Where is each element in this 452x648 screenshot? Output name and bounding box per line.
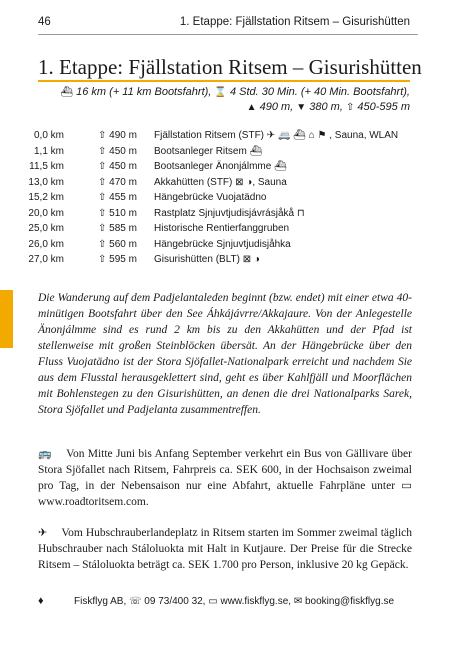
boat-icon: ⛴ [60,87,74,98]
route-altitude-value: 450 m [109,145,137,157]
route-row [28,237,410,253]
route-km: 20,0 km [28,207,64,219]
stats-ascent: 490 m, [259,101,294,113]
stats-distance: 16 km (+ 11 km Bootsfahrt), [76,86,212,98]
helicopter-icon: ✈ [38,527,48,539]
contact-text: Fiskflyg AB, ☏ 09 73/400 32, ▭ www.fiskflyg.se, ✉ booking@fiskflyg.se [74,596,395,607]
route-km: 15,2 km [28,192,64,203]
route-place: Historische Rentierfanggruben [154,223,290,234]
route-table [28,128,410,268]
route-altitude-value: 455 m [109,192,137,203]
altitude-icon: ⇧ [345,102,355,113]
altitude-icon: ⇧ [98,192,107,203]
route-altitude [98,190,137,206]
route-row [28,252,410,268]
route-place: Bootsanleger Änonjálmme ⛴ [154,161,287,172]
route-altitude [98,144,137,160]
altitude-icon: ⇧ [98,130,107,141]
altitude-icon: ⇧ [98,161,107,172]
route-place: Bootsanleger Ritsem ⛴ [154,145,263,157]
route-km: 13,0 km [28,176,64,188]
route-km: 25,0 km [28,223,64,234]
route-altitude-value: 585 m [109,223,137,234]
route-km: 27,0 km [28,254,64,265]
route-altitude [98,175,137,191]
route-km: 11,5 km [29,161,64,172]
route-altitude-value: 450 m [109,161,137,172]
stats-descent: 380 m, [309,101,343,113]
route-altitude-value: 560 m [109,238,137,250]
intro-paragraph: Die Wanderung auf dem Padjelantaleden beginnt (bzw. endet) mit einer etwa 40-minütigen Bootsfahrt über den See Áhkájávrre/Akkajaure. Von der Anlegestelle Änonjálmme sind es rund 2 km bis zu den Akkahütten und der Pfad ist stellenweise mit großen Steinblöcken übersät. An der Hängebrücke über den Fluss Vuojatädno ist der Stora Sjöfallet-Nationalpark erreicht und nachdem Sie aus dem Flusstal herausgeklettert sind, geht es über Kahlfjäll und Moorflächen mit Bohlenstegen zu den Gisurishütten, an denen die drei Nationalparks Sarek, Stora Sjöfallet und Padjelanta zusammentreffen. [38,292,412,416]
stats-altitude: 450-595 m [357,101,410,113]
altitude-icon: ⇧ [98,176,107,188]
stats-duration: 4 Std. 30 Min. (+ 40 Min. Bootsfahrt), [229,86,410,98]
route-row [28,190,410,206]
route-altitude [98,252,137,268]
route-place: Hängebrücke Sjnjuvtjudisjåhka [154,238,291,250]
route-km: 1,1 km [33,145,64,157]
ascent-icon: ▲ [246,102,257,113]
altitude-icon: ⇧ [98,207,107,219]
chapter-tab [0,290,13,348]
route-altitude-value: 470 m [109,176,137,188]
route-row [29,159,410,175]
route-altitude [98,128,137,144]
route-place: Akkahütten (STF) ⊠ ◑, Sauna [154,176,287,188]
route-altitude [98,221,137,237]
route-km: 26,0 km [28,238,64,250]
route-altitude [98,206,137,222]
running-header [38,14,418,35]
altitude-icon: ⇧ [98,238,107,250]
stats-line-2 [38,100,410,115]
route-row [28,221,410,237]
altitude-icon: ⇧ [98,223,107,234]
route-row [33,128,410,144]
helicopter-text: Vom Hubschrauberlandeplatz in Ritsem starten im Sommer zweimal täglich Hubschrauber nach Stáloluokta mit Halt in Kutjaure. Der Preise für die Strecke Ritsem – Stáloluokta beträgt ca. SEK 1.700 pro Person, inklusive 20 kg Gepäck. [38,527,413,571]
altitude-icon: ⇧ [98,254,107,265]
descent-icon: ▼ [296,102,307,113]
route-km: 0,0 km [33,130,64,141]
stage-stats [38,85,410,115]
bus-icon: 🚌 [38,448,53,460]
bus-paragraph [38,446,412,510]
route-row [28,175,410,191]
route-altitude-value: 510 m [109,207,137,219]
route-altitude-value: 595 m [109,254,137,265]
diamond-icon: ♦ [38,595,44,607]
page-number: 46 [38,16,51,28]
bus-text: Von Mitte Juni bis Anfang September verkehrt ein Bus von Gällivare über Stora Sjöfallet nach Ritsem, Fahrpreis ca. SEK 600, in der Hochsaison zweimal pro Tag, in der Nebensaison nur eine Abfahrt, aktuelle Fahrpläne unter ▭ www.roadtoritsem.com. [38,448,412,508]
route-place: Fjällstation Ritsem (STF) ✈ 🚐 ⛴ ⌂ ⚑ , Sauna, WLAN [154,130,399,141]
stage-title: 1. Etappe: Fjällstation Ritsem – Gisurishütten [38,54,410,82]
contact-line [38,594,410,609]
route-row [28,206,410,222]
running-title: 1. Etappe: Fjällstation Ritsem – Gisurishütten [179,16,410,28]
helicopter-paragraph [38,525,412,573]
route-place: Rastplatz Sjnjuvtjudisjávrásjåkå ⊓ [154,207,305,219]
hourglass-icon: ⌛ [214,87,227,98]
route-altitude [98,159,137,175]
route-row [33,144,410,160]
route-altitude-value: 490 m [109,130,137,141]
altitude-icon: ⇧ [98,145,107,157]
route-place: Hängebrücke Vuojatädno [154,192,267,203]
stats-line-1 [38,85,410,100]
route-altitude [98,237,137,253]
route-place: Gisurishütten (BLT) ⊠ ◑ [154,254,260,265]
